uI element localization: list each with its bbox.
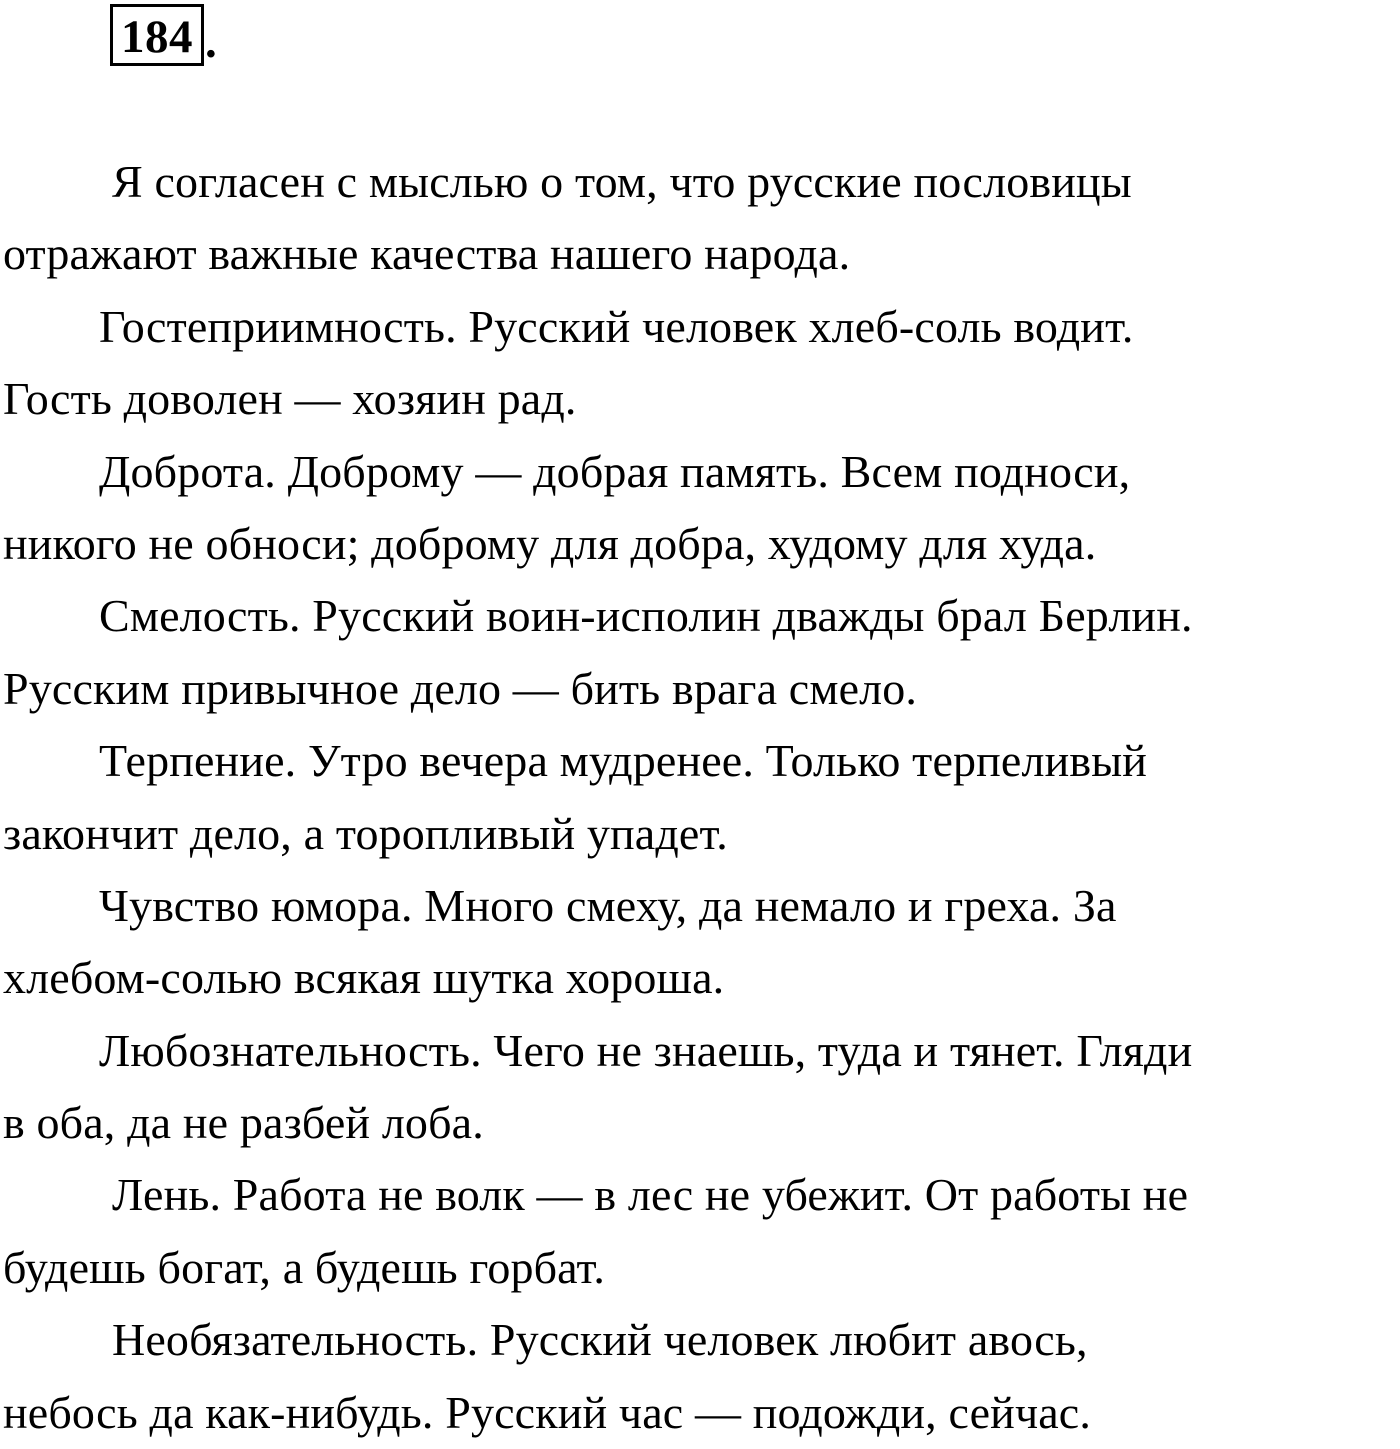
exercise-number-dot: . [205, 16, 217, 68]
paragraph-hospitality-line-2: Гость доволен — хозяин рад. [3, 373, 577, 425]
paragraph-kindness-line-2: никого не обноси; доброму для добра, худому для худа. [3, 517, 1097, 569]
exercise-header [110, 4, 217, 66]
paragraph-laziness-line-2: будешь богат, а будешь горбат. [3, 1241, 606, 1293]
paragraph-laziness-line-1: Лень. Работа не волк — в лес не убежит. От работы не [112, 1169, 1189, 1221]
paragraph-intro-line-2: отражают важные качества нашего народа. [3, 228, 851, 280]
paragraph-unreliability-line-2: небось да как-нибудь. Русский час — подожди, сейчас. [3, 1386, 1092, 1438]
paragraph-humor-line-2: хлебом-солью всякая шутка хороша. [3, 952, 725, 1004]
paragraph-curiosity-line-1: Любознательность. Чего не знаешь, туда и тянет. Гляди [99, 1024, 1193, 1076]
paragraph-kindness-line-1: Доброта. Доброму — добрая память. Всем подноси, [99, 445, 1131, 497]
paragraph-patience-line-2: закончит дело, а торопливый упадет. [3, 807, 728, 859]
paragraph-humor-line-1: Чувство юмора. Много смеху, да немало и греха. За [99, 879, 1117, 931]
paragraph-courage-line-2: Русским привычное дело — бить врага смело. [3, 662, 918, 714]
paragraph-hospitality-line-1: Гостеприимность. Русский человек хлеб-соль водит. [99, 300, 1134, 352]
paragraph-unreliability-line-1: Необязательность. Русский человек любит авось, [112, 1314, 1088, 1366]
paragraph-patience-line-1: Терпение. Утро вечера мудренее. Только терпеливый [99, 735, 1148, 787]
paragraph-curiosity-line-2: в оба, да не разбей лоба. [3, 1097, 484, 1149]
exercise-number: 184 [110, 4, 204, 66]
essay-text [3, 146, 1399, 1449]
paragraph-courage-line-1: Смелость. Русский воин-исполин дважды брал Берлин. [99, 590, 1193, 642]
paragraph-intro-line-1: Я согласен с мыслью о том, что русские пословицы [112, 156, 1132, 207]
